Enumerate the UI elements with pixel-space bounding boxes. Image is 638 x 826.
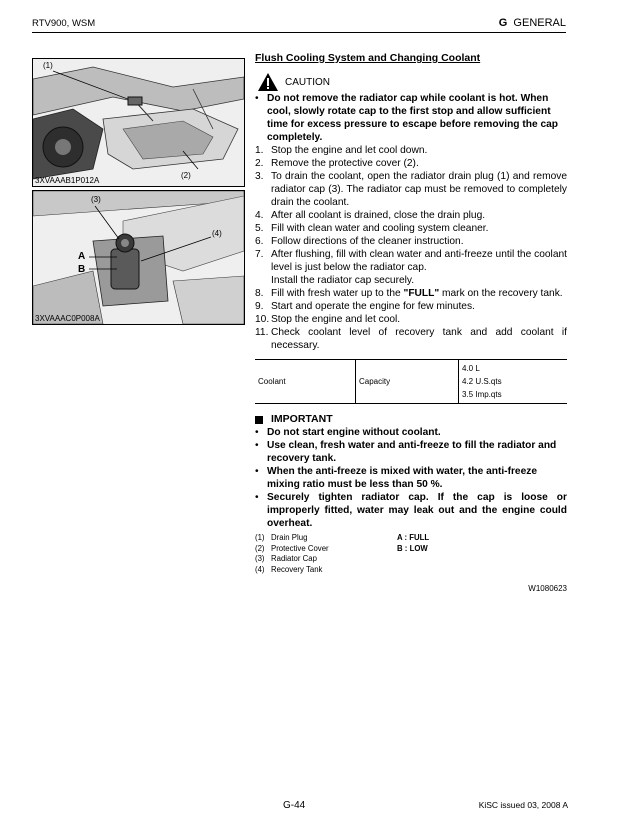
section-letter: G bbox=[498, 17, 508, 29]
section-title: Flush Cooling System and Changing Coolant bbox=[255, 52, 481, 64]
capacity-cell-coolant: Coolant bbox=[255, 360, 356, 404]
important-bullet: • Securely tighten radiator cap. If the cap is loose or improperly fitted, water may leak out and the engine could overheat. bbox=[255, 492, 567, 529]
step: 9. Start and operate the engine for few minutes. bbox=[255, 301, 475, 312]
legend-item: (1) Drain Plug bbox=[255, 533, 308, 542]
page-number: G-44 bbox=[283, 800, 306, 811]
caution-heading bbox=[255, 72, 567, 92]
level-mark-a: A bbox=[78, 251, 86, 262]
important-bullet: • Use clean, fresh water and anti-freeze to fill the radiator and recovery tank. bbox=[255, 440, 557, 464]
section-heading bbox=[499, 17, 566, 29]
figure-code: 3XVAAAC0P008A bbox=[35, 314, 100, 323]
header-rule bbox=[32, 32, 566, 33]
capacity-values: 4.0 L 4.2 U.S.qts 3.5 Imp.qts bbox=[459, 360, 568, 404]
legend-mark: B : LOW bbox=[397, 543, 428, 553]
step: 5. Fill with clean water and cooling system cleaner. bbox=[255, 223, 489, 234]
callout-4: (4) bbox=[212, 229, 222, 238]
figure-radiator-cap-drawing bbox=[33, 191, 244, 324]
figure-code: 3XVAAAB1P012A bbox=[35, 176, 100, 185]
manual-title: RTV900, WSM bbox=[32, 18, 96, 29]
procedure-steps bbox=[255, 144, 567, 352]
warning-triangle-icon bbox=[257, 72, 279, 92]
important-label: IMPORTANT bbox=[271, 413, 333, 425]
caution-text: Do not remove the radiator cap while coolant is hot. When cool, slowly rotate cap to the first stop and allow sufficient time for excess pressure to escape before removing the cap completely. bbox=[267, 93, 559, 143]
caution-label: CAUTION bbox=[285, 76, 330, 88]
figure-radiator-cap bbox=[32, 190, 245, 325]
caution-bullet: • Do not remove the radiator cap while coolant is hot. When cool, slowly rotate cap to the first stop and allow sufficient time for excess pressure to escape before removing the cap completely. bbox=[255, 92, 567, 144]
legend-item: (2) Protective Cover bbox=[255, 543, 329, 553]
step: 4. After all coolant is drained, close the drain plug. bbox=[255, 210, 486, 221]
figure-legend bbox=[255, 533, 567, 575]
legend-item: (4) Recovery Tank bbox=[255, 564, 323, 574]
step: 2. Remove the protective cover (2). bbox=[255, 158, 419, 169]
step: 3. To drain the coolant, open the radiator drain plug (1) and remove radiator cap (3). The radiator cap must be removed to completely drain the coolant. bbox=[255, 171, 567, 208]
step: Install the radiator cap securely. bbox=[271, 275, 415, 286]
level-mark-b: B bbox=[78, 264, 86, 275]
issue-note: KiSC issued 03, 2008 A bbox=[478, 800, 568, 810]
step: 1. Stop the engine and let cool down. bbox=[255, 145, 428, 156]
callout-3: (3) bbox=[91, 195, 101, 204]
legend-item: (3) Radiator Cap bbox=[255, 554, 317, 563]
step: 10. Stop the engine and let cool. bbox=[255, 314, 401, 325]
callout-1: (1) bbox=[43, 61, 53, 70]
figure-drain-plug-drawing bbox=[33, 59, 244, 186]
capacity-table bbox=[255, 359, 567, 404]
callout-2: (2) bbox=[181, 171, 191, 180]
figure-drain-plug bbox=[32, 58, 245, 187]
important-square-icon bbox=[255, 416, 263, 424]
step: 11. Check coolant level of recovery tank and add coolant if necessary. bbox=[255, 327, 567, 351]
important-bullet: • Do not start engine without coolant. bbox=[255, 427, 441, 438]
step: 6. Follow directions of the cleaner instruction. bbox=[255, 236, 464, 247]
capacity-cell-label: Capacity bbox=[356, 360, 459, 404]
step: 8. Fill with fresh water up to the "FULL" mark on the recovery tank. bbox=[255, 288, 563, 299]
section-name: GENERAL bbox=[513, 17, 566, 29]
legend-mark: A : FULL bbox=[397, 533, 430, 542]
important-heading bbox=[255, 413, 567, 426]
step: 7. After flushing, fill with clean water and anti-freeze until the coolant level is just below the radiator cap. bbox=[255, 249, 567, 273]
document-code: W1080623 bbox=[528, 584, 567, 593]
important-bullet: • When the anti-freeze is mixed with water, the anti-freeze mixing ratio must be less than 50 %. bbox=[255, 466, 538, 490]
procedure-column bbox=[255, 52, 567, 595]
